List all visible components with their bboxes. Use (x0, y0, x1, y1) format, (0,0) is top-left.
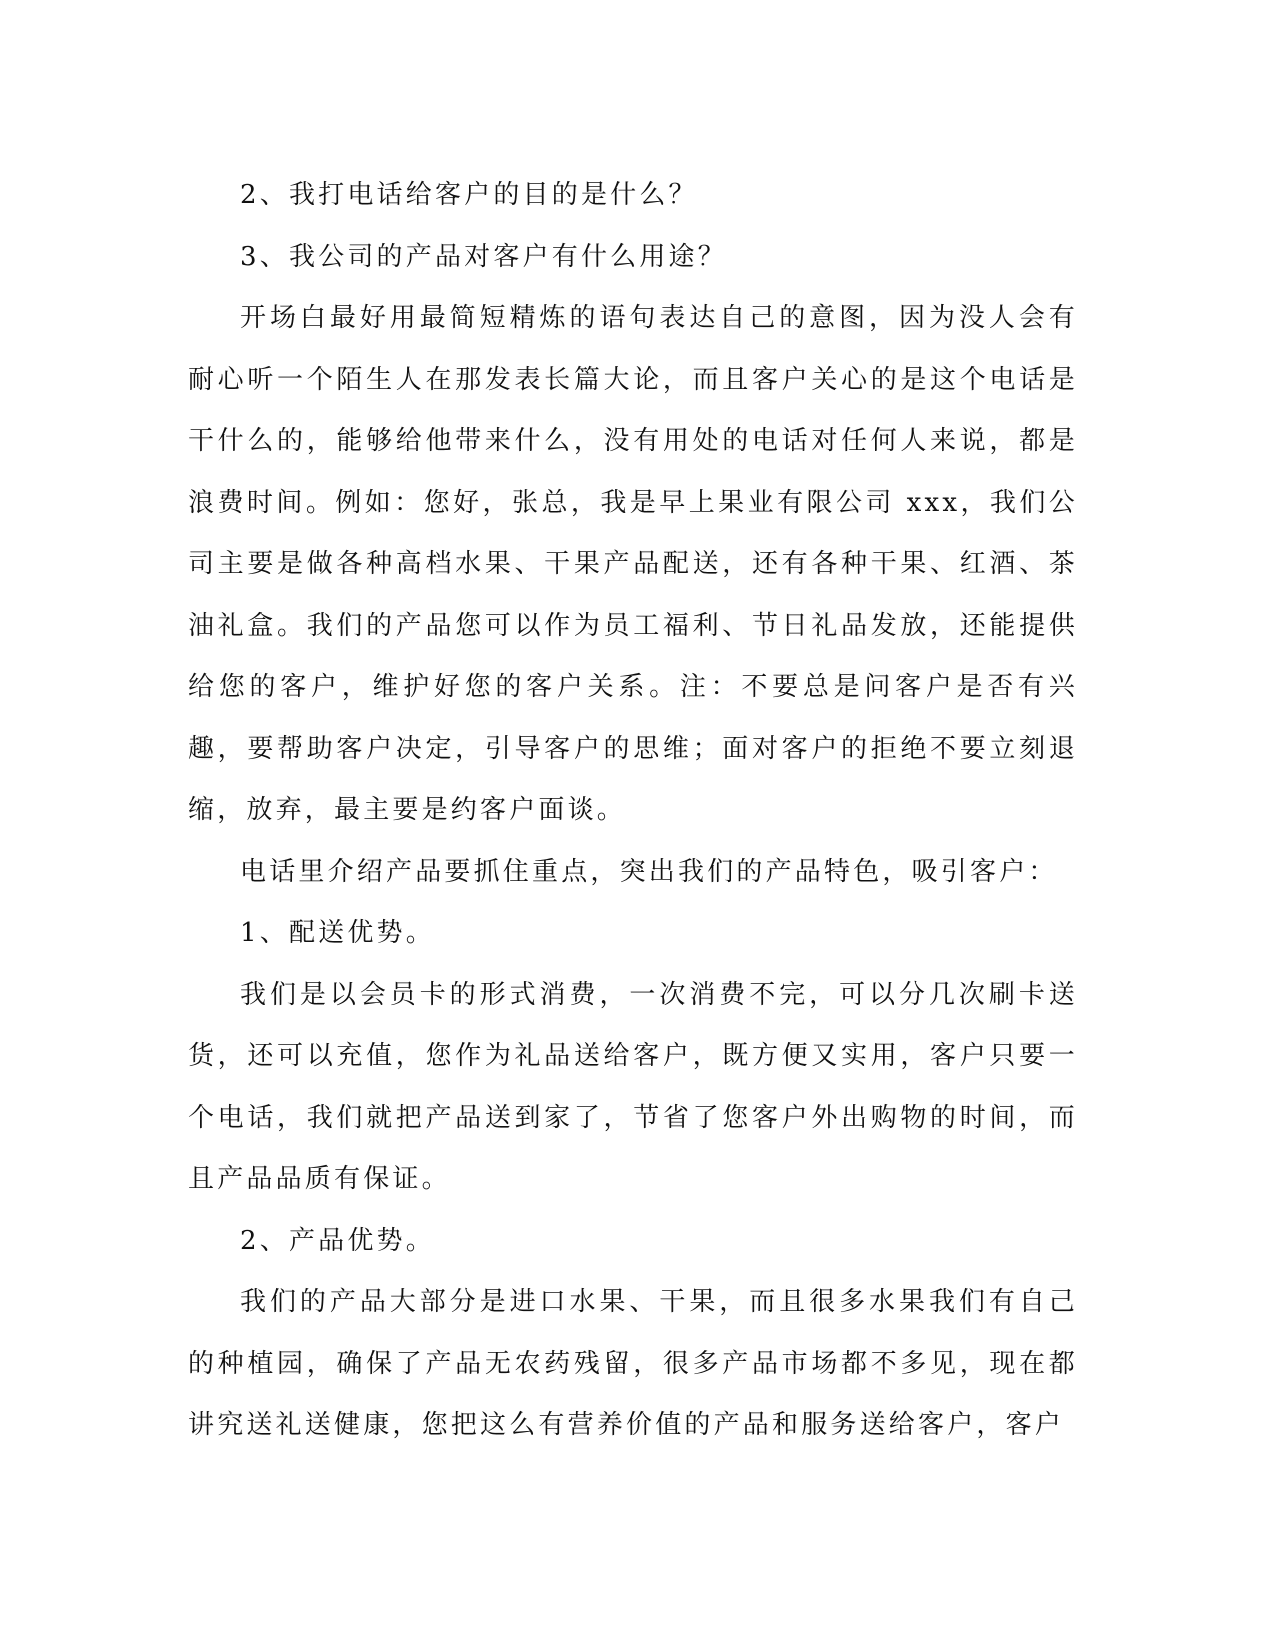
paragraph-opening-remarks: 开场白最好用最简短精炼的语句表达自己的意图，因为没人会有耐心听一个陌生人在那发表长篇大论，而且客户关心的是这个电话是干什么的，能够给他带来什么，没有用处的电话对任何人来说，都是浪费时间。例如：您好，张总，我是早上果业有限公司 xxx，我们公司主要是做各种高档水果、干果产品配送，还有各种干果、红酒、茶油礼盒。我们的产品您可以作为员工福利、节日礼品发放，还能提供给您的客户，维护好您的客户关系。注：不要总是问客户是否有兴趣，要帮助客户决定，引导客户的思维；面对客户的拒绝不要立刻退缩，放弃，最主要是约客户面谈。 (188, 303, 1078, 825)
paragraph-heading-product-advantage: 2、产品优势。 (240, 1225, 435, 1256)
paragraph-product-advantage: 我们的产品大部分是进口水果、干果，而且很多水果我们有自己的种植园，确保了产品无农药残留，很多产品市场都不多见，现在都讲究送礼送健康，您把这么有营养价值的产品和服务送给客户，客户 (188, 1287, 1078, 1440)
paragraph-item-3-product-use: 3、我公司的产品对客户有什么用途？ (240, 241, 727, 272)
document-body (188, 165, 1078, 1457)
paragraph-heading-delivery-advantage: 1、配送优势。 (240, 918, 435, 948)
paragraph-item-2-purpose: 2、我打电话给客户的目的是什么？ (240, 180, 698, 210)
paragraph-product-intro: 电话里介绍产品要抓住重点，突出我们的产品特色，吸引客户： (240, 856, 1058, 887)
paragraph-delivery-advantage: 我们是以会员卡的形式消费，一次消费不完，可以分几次刷卡送货，还可以充值，您作为礼品送给客户，既方便又实用，客户只要一个电话，我们就把产品送到家了，节省了您客户外出购物的时间，而且产品品质有保证。 (188, 979, 1078, 1194)
